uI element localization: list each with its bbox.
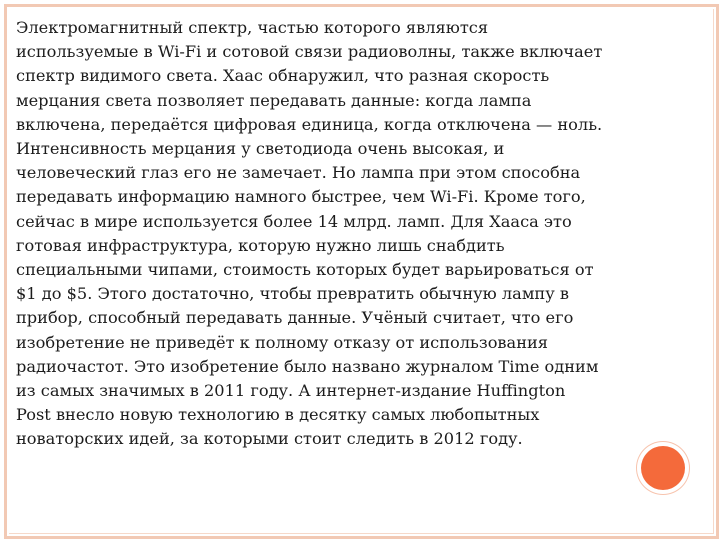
slide-body-text xyxy=(16,16,696,452)
text-line: передавать информацию намного быстрее, чем Wi-Fi. Кроме того, xyxy=(16,187,586,207)
text-line: Электромагнитный спектр, частью которого являются xyxy=(16,18,489,37)
text-line: спектр видимого света. Хаас обнаружил, что разная скорость xyxy=(16,66,550,86)
text-line: сейчас в мире используется более 14 млрд. ламп. Для Хааса это xyxy=(16,211,572,231)
text-line: новаторских идей, за которыми стоит следить в 2012 году. xyxy=(16,429,523,449)
text-line: $1 до $5. Этого достаточно, чтобы превратить обычную лампу в xyxy=(16,284,569,304)
text-line: Post внесло новую технологию в десятку самых любопытных xyxy=(16,405,540,425)
text-line: человеческий глаз его не замечает. Но лампа при этом способна xyxy=(16,163,581,183)
text-line: специальными чипами, стоимость которых будет варьироваться от xyxy=(16,260,594,280)
text-line: мерцания света позволяет передавать данные: когда лампа xyxy=(16,90,532,110)
decorative-circle xyxy=(641,446,685,490)
text-line: прибор, способный передавать данные. Учёный считает, что его xyxy=(16,308,574,328)
text-line: Интенсивность мерцания у светодиода очень высокая, и xyxy=(16,139,505,159)
text-line: изобретение не приведёт к полному отказу от использования xyxy=(16,332,548,352)
text-line: радиочастот. Это изобретение было названо журналом Time одним xyxy=(16,356,599,376)
text-line: включена, передаётся цифровая единица, когда отключена — ноль. xyxy=(16,114,603,134)
text-line: готовая инфраструктура, которую нужно лишь снабдить xyxy=(16,235,505,255)
text-line: из самых значимых в 2011 году. А интернет-издание Huffington xyxy=(16,381,566,401)
text-line: используемые в Wi-Fi и сотовой связи радиоволны, также включает xyxy=(16,42,603,62)
